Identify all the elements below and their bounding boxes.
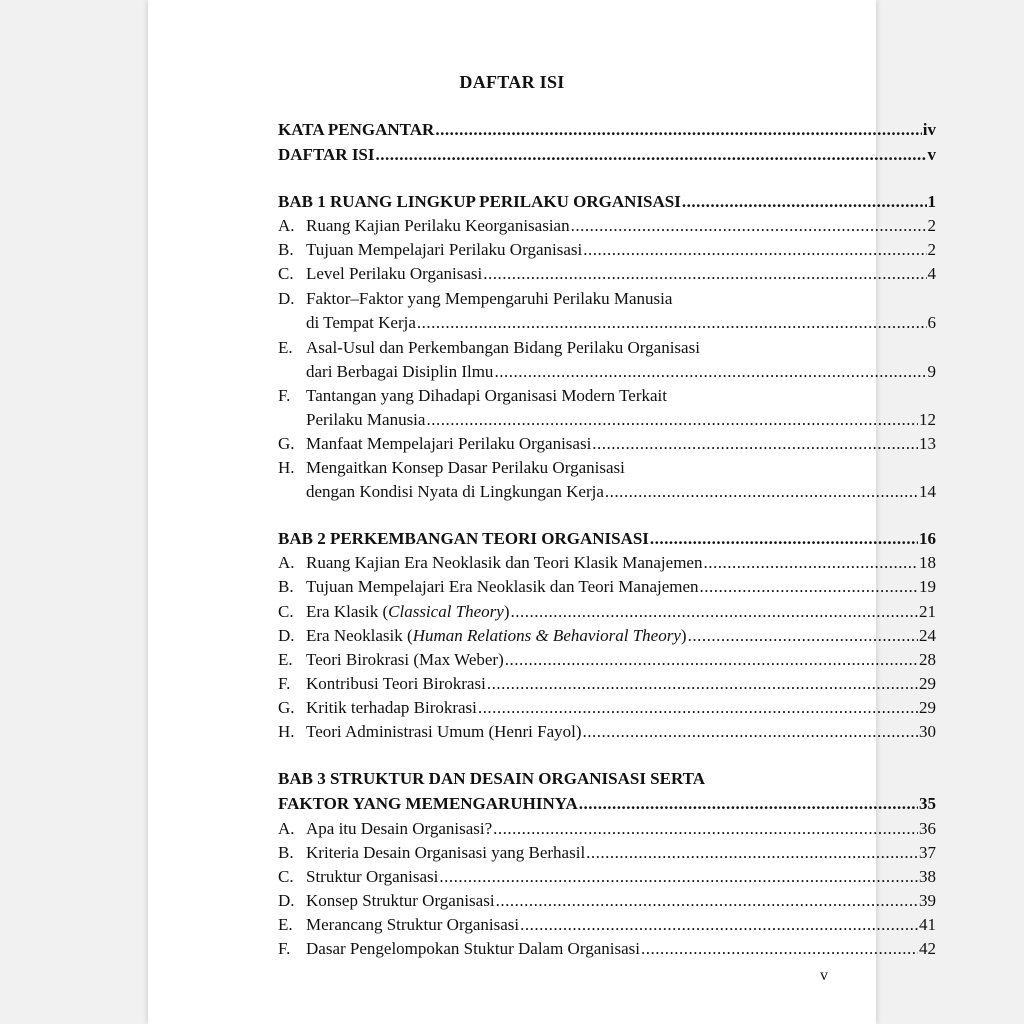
leader-dots: [641, 937, 918, 961]
entry-text: dari Berbagai Disiplin Ilmu: [306, 362, 494, 381]
page-ref: 9: [927, 362, 936, 381]
leader-dots: [583, 720, 919, 744]
toc-entry: [278, 600, 936, 624]
leader-dots: [583, 238, 926, 262]
page-ref: 2: [927, 216, 936, 235]
chapter-heading: [278, 767, 936, 791]
toc-entry: [278, 238, 936, 262]
page-ref: 35: [919, 794, 936, 813]
page-ref: 28: [919, 650, 936, 669]
entry-text: Mengaitkan Konsep Dasar Perilaku Organisasi: [306, 458, 625, 477]
entry-text: Level Perilaku Organisasi: [306, 264, 483, 283]
toc-entry: [278, 456, 936, 480]
item-letter: A.: [278, 553, 295, 572]
entry-text: Kontribusi Teori Birokrasi: [306, 674, 486, 693]
entry-text: Tujuan Mempelajari Era Neoklasik dan Teori Manajemen: [306, 577, 699, 596]
entry-text: Faktor–Faktor yang Mempengaruhi Perilaku Manusia: [306, 289, 673, 308]
leader-dots: [586, 841, 918, 865]
page-ref: 13: [919, 434, 936, 453]
page-number: v: [820, 967, 828, 984]
leader-dots: [579, 792, 918, 816]
item-letter: G.: [278, 698, 295, 717]
entry-text: BAB 3 STRUKTUR DAN DESAIN ORGANISASI SERTA: [278, 769, 706, 788]
item-letter: F.: [278, 674, 291, 693]
entry-text: BAB 2 PERKEMBANGAN TEORI ORGANISASI: [278, 529, 649, 548]
leader-dots: [505, 648, 918, 672]
entry-text: Struktur Organisasi: [306, 867, 439, 886]
entry-text: Ruang Kajian Perilaku Keorganisasian: [306, 216, 570, 235]
page-ref: 36: [919, 819, 936, 838]
page-ref: 38: [919, 867, 936, 886]
entry-text: Kriteria Desain Organisasi yang Berhasil: [306, 843, 586, 862]
leader-dots: [494, 360, 926, 384]
toc-entry-continued: [278, 311, 936, 335]
item-letter: A.: [278, 216, 295, 235]
leader-dots: [376, 143, 927, 167]
toc-entry: [278, 384, 936, 408]
toc-entry-continued: [278, 480, 936, 504]
leader-dots: [592, 432, 918, 456]
item-letter: E.: [278, 650, 293, 669]
item-letter: E.: [278, 915, 293, 934]
leader-dots: [682, 190, 927, 214]
entry-text: Tantangan yang Dihadapi Organisasi Modern Terkait: [306, 386, 667, 405]
toc-entry: [278, 720, 936, 744]
leader-dots: [703, 551, 918, 575]
leader-dots: [700, 575, 918, 599]
entry-text-italic: Classical Theory: [388, 602, 504, 621]
toc-entry: [278, 865, 936, 889]
page-ref: 41: [919, 915, 936, 934]
item-letter: C.: [278, 264, 294, 283]
chapter-heading: [278, 527, 936, 551]
page-ref: 2: [927, 240, 936, 259]
toc-entry: [278, 287, 936, 311]
entry-text: Teori Birokrasi (Max Weber): [306, 650, 504, 669]
leader-dots: [605, 480, 918, 504]
toc-entry: [278, 262, 936, 286]
item-letter: G.: [278, 434, 295, 453]
leader-dots: [496, 889, 918, 913]
page-ref: 42: [919, 939, 936, 958]
page-ref: 21: [919, 602, 936, 621]
page-ref: 16: [919, 529, 936, 548]
entry-text: Dasar Pengelompokan Stuktur Dalam Organisasi: [306, 939, 640, 958]
toc-entry: [278, 214, 936, 238]
page-ref: 29: [919, 674, 936, 693]
entry-text: Kritik terhadap Birokrasi: [306, 698, 477, 717]
entry-text-pre: Era Klasik (: [306, 602, 389, 621]
page-ref: iv: [922, 120, 936, 139]
entry-text: Asal-Usul dan Perkembangan Bidang Perilaku Organisasi: [306, 338, 700, 357]
page-ref: 14: [919, 482, 936, 501]
leader-dots: [487, 672, 918, 696]
toc-entry-continued: [278, 408, 936, 432]
item-letter: D.: [278, 626, 295, 645]
page-ref: 30: [919, 722, 936, 741]
toc-entry: [278, 817, 936, 841]
entry-text: Apa itu Desain Organisasi?: [306, 819, 493, 838]
entry-text: [306, 600, 510, 624]
item-letter: C.: [278, 867, 294, 886]
item-letter: B.: [278, 577, 294, 596]
item-letter: D.: [278, 289, 295, 308]
page-ref: 1: [927, 192, 936, 211]
toc-entry: [278, 336, 936, 360]
item-letter: B.: [278, 843, 294, 862]
leader-dots: [478, 696, 918, 720]
toc-entry: [278, 937, 936, 961]
item-letter: E.: [278, 338, 293, 357]
toc-entry: [278, 696, 936, 720]
leader-dots: [426, 408, 918, 432]
item-letter: A.: [278, 819, 295, 838]
entry-text: FAKTOR YANG MEMENGARUHINYA: [278, 794, 578, 813]
leader-dots: [493, 817, 918, 841]
chapter-heading: [278, 792, 936, 816]
entry-text: BAB 1 RUANG LINGKUP PERILAKU ORGANISASI: [278, 192, 681, 211]
leader-dots: [417, 311, 927, 335]
entry-text: Teori Administrasi Umum (Henri Fayol): [306, 722, 582, 741]
entry-text: KATA PENGANTAR: [278, 120, 435, 139]
toc-entry-continued: [278, 360, 936, 384]
toc-entry: [278, 575, 936, 599]
page-ref: 24: [919, 626, 936, 645]
entry-text: dengan Kondisi Nyata di Lingkungan Kerja: [306, 482, 604, 501]
entry-text: Perilaku Manusia: [306, 410, 426, 429]
leader-dots: [439, 865, 918, 889]
leader-dots: [435, 118, 921, 142]
toc-entry: [278, 432, 936, 456]
page-ref: 6: [927, 313, 936, 332]
entry-text: di Tempat Kerja: [306, 313, 416, 332]
entry-text-post: ): [680, 626, 687, 645]
toc-entry: [278, 841, 936, 865]
leader-dots: [571, 214, 927, 238]
toc-entry: [278, 913, 936, 937]
item-letter: H.: [278, 458, 295, 477]
leader-dots: [483, 262, 926, 286]
leader-dots: [650, 527, 918, 551]
toc-entry: [278, 551, 936, 575]
item-letter: F.: [278, 386, 291, 405]
entry-text-pre: Era Neoklasik (: [306, 626, 413, 645]
item-letter: F.: [278, 939, 291, 958]
toc-entry: [278, 648, 936, 672]
leader-dots: [511, 600, 918, 624]
entry-text: Konsep Struktur Organisasi: [306, 891, 495, 910]
leader-dots: [520, 913, 918, 937]
page-ref: 12: [919, 410, 936, 429]
toc-entry: [278, 889, 936, 913]
toc-entry-front: [278, 118, 936, 142]
entry-text: Merancang Struktur Organisasi: [306, 915, 520, 934]
page-title: DAFTAR ISI: [459, 72, 565, 92]
entry-text: Ruang Kajian Era Neoklasik dan Teori Klasik Manajemen: [306, 553, 703, 572]
document-page: [148, 0, 936, 1024]
entry-text: Manfaat Mempelajari Perilaku Organisasi: [306, 434, 592, 453]
chapter-heading: [278, 190, 936, 214]
leader-dots: [688, 624, 918, 648]
page-ref: 19: [919, 577, 936, 596]
page-ref: 18: [919, 553, 936, 572]
page-ref: 37: [919, 843, 936, 862]
page-ref: 39: [919, 891, 936, 910]
page-ref: v: [927, 145, 936, 164]
page-ref: 4: [927, 264, 936, 283]
entry-text: DAFTAR ISI: [278, 145, 375, 164]
item-letter: H.: [278, 722, 295, 741]
toc-entry-front: [278, 143, 936, 167]
page-ref: 29: [919, 698, 936, 717]
toc-entry: [278, 672, 936, 696]
entry-text-post: ): [503, 602, 510, 621]
item-letter: D.: [278, 891, 295, 910]
entry-text: Tujuan Mempelajari Perilaku Organisasi: [306, 240, 583, 259]
item-letter: C.: [278, 602, 294, 621]
entry-text: [306, 624, 687, 648]
toc-entry: [278, 624, 936, 648]
item-letter: B.: [278, 240, 294, 259]
entry-text-italic: Human Relations & Behavioral Theory: [412, 626, 681, 645]
